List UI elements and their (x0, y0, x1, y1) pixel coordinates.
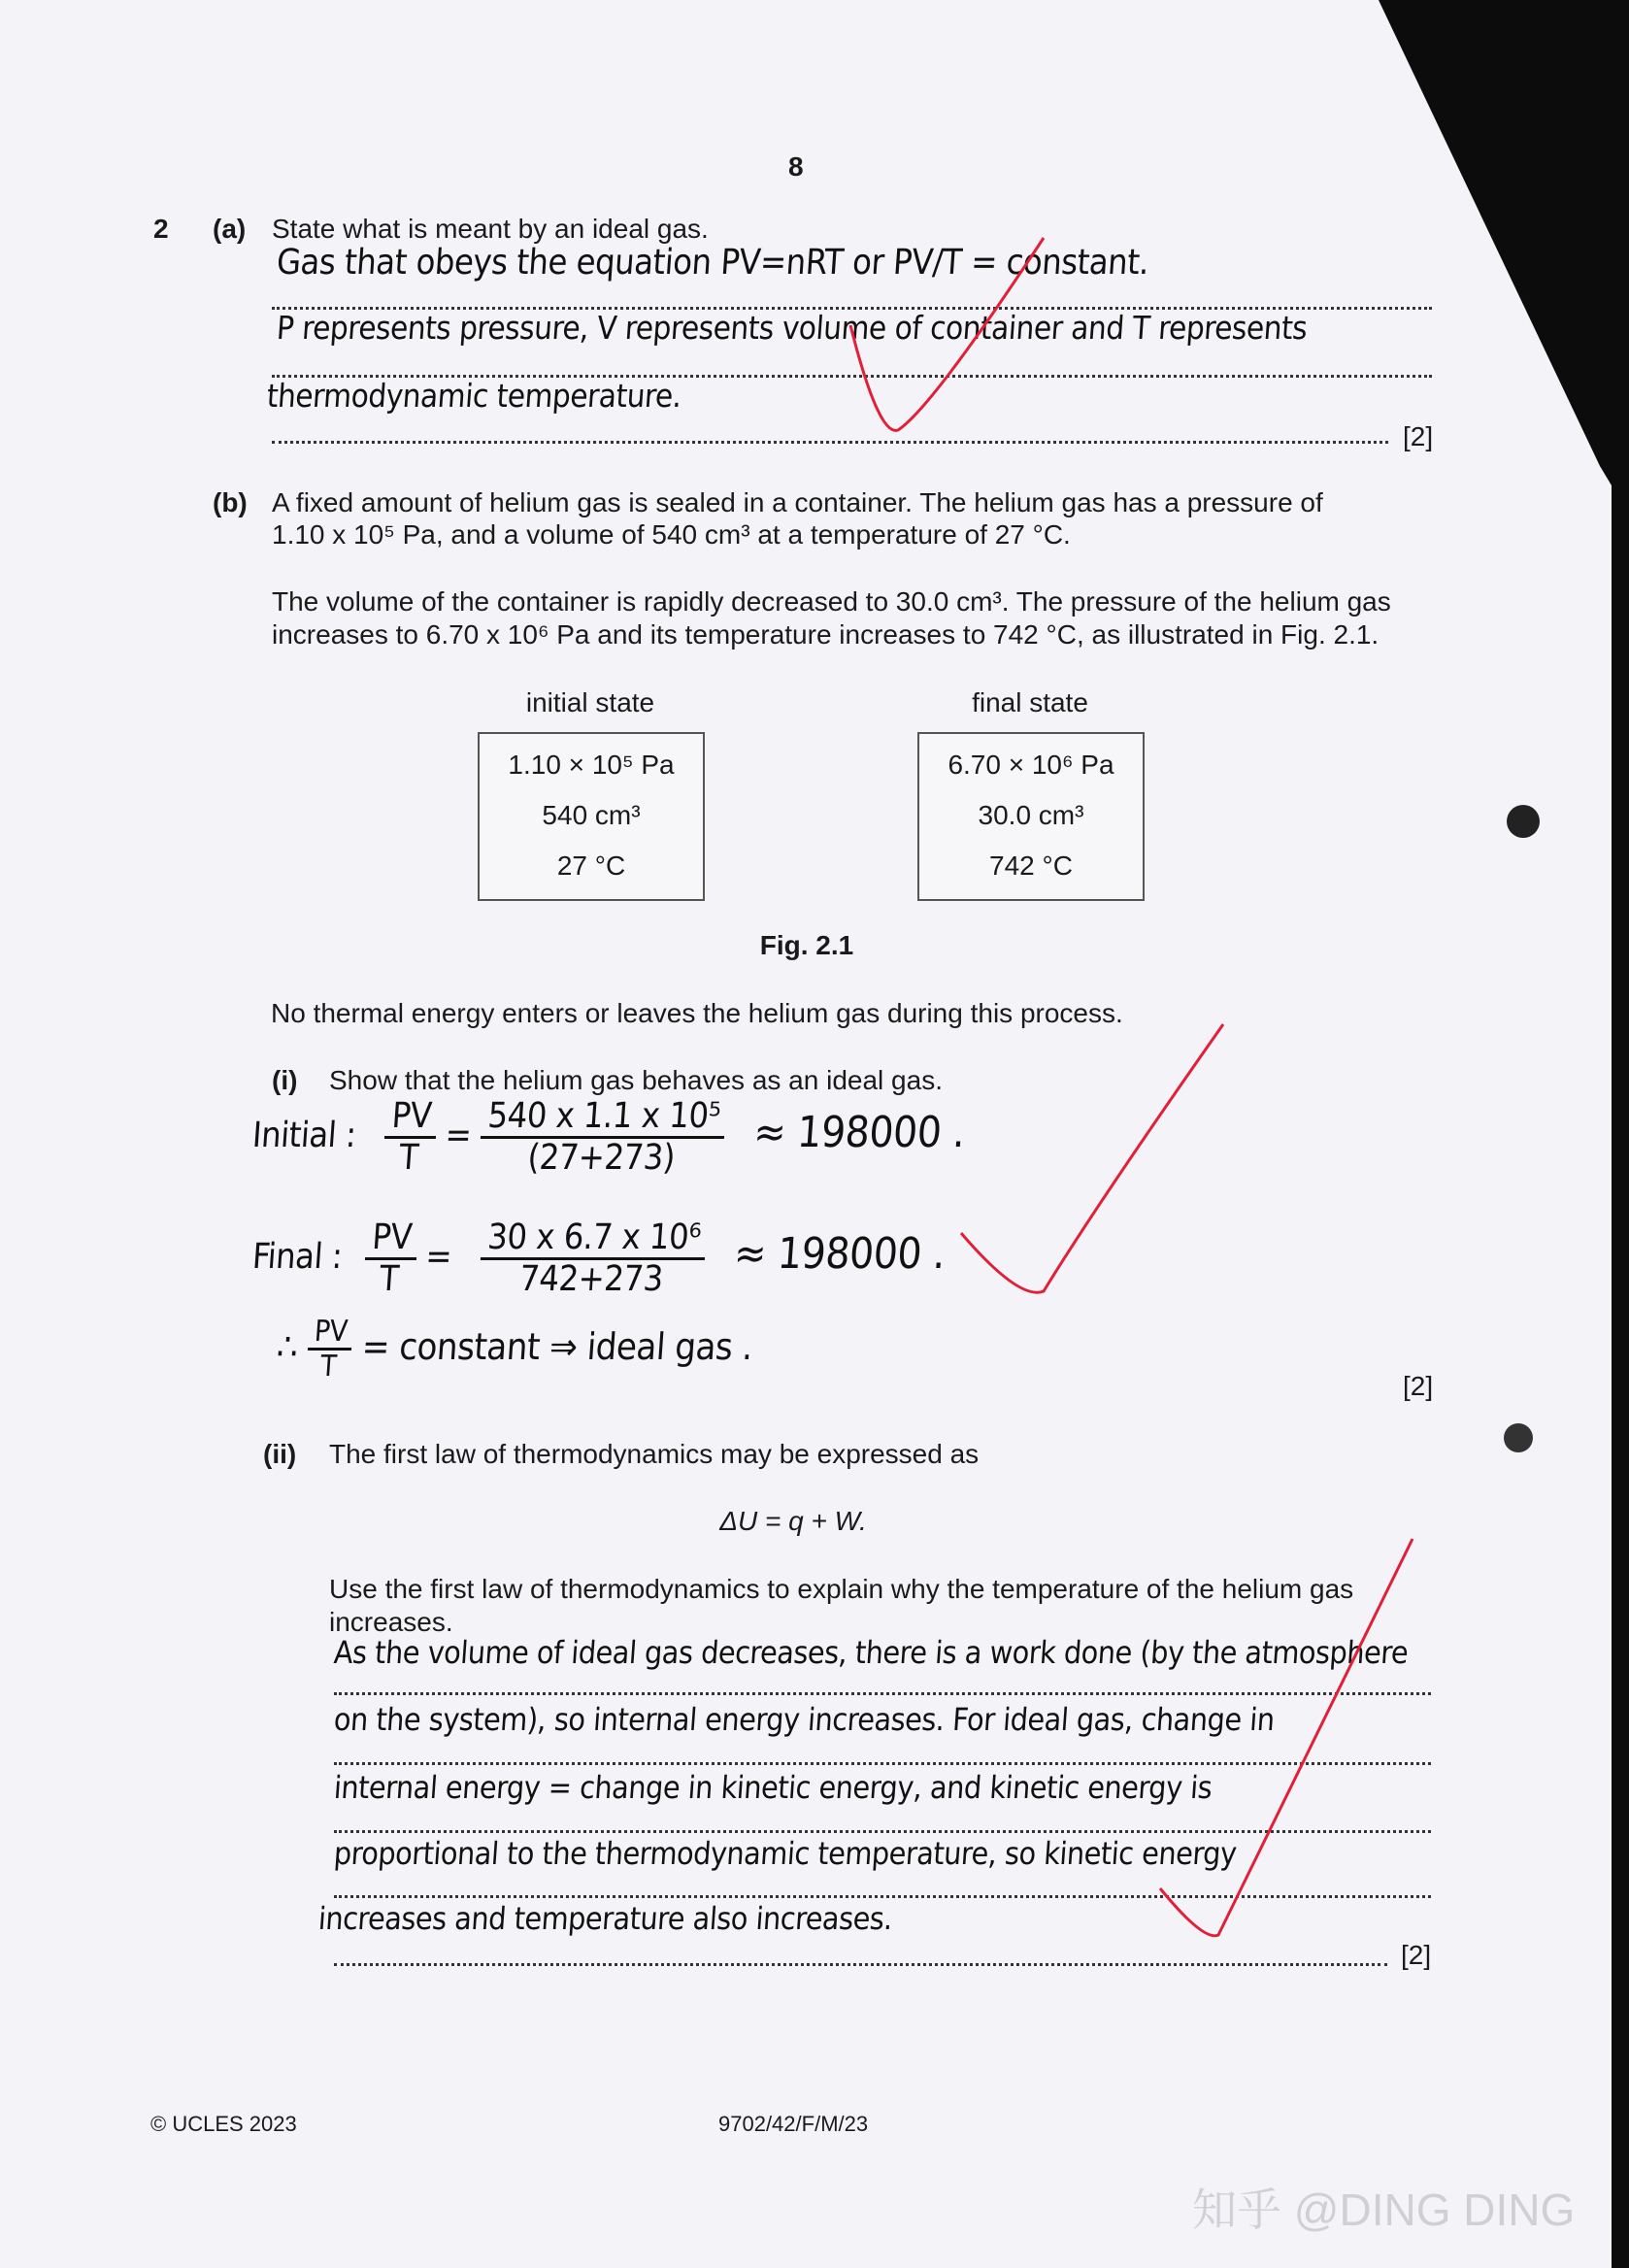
final-volume: 30.0 cm³ (978, 800, 1084, 830)
initial-label: Initial : (250, 1116, 357, 1156)
initial-volume: 540 cm³ (542, 800, 641, 830)
initial-result: ≈ 198000 . (751, 1108, 967, 1158)
pv-num: PV (308, 1316, 354, 1351)
figure-caption: Fig. 2.1 (759, 930, 854, 960)
sub-ii-label: (ii) (263, 1439, 297, 1469)
final-label: Final : (250, 1237, 344, 1278)
scan-dark-corner (1379, 0, 1629, 2268)
initial-state-title: initial state (525, 687, 655, 717)
footer-copyright: © UCLES 2023 (150, 2112, 297, 2136)
final-denominator: 742+273 (517, 1258, 665, 1299)
part-a-prompt: State what is meant by an ideal gas. (272, 214, 709, 244)
part-b-intro-2: 1.10 x 10⁵ Pa, and a volume of 540 cm³ at a temperature of 27 °C. (272, 519, 1071, 550)
pv-num: PV (384, 1097, 439, 1139)
punch-hole (1504, 1423, 1533, 1452)
marks-b-i: [2] (1403, 1371, 1434, 1401)
final-result: ≈ 198000 . (732, 1229, 947, 1280)
page-number: 8 (788, 151, 804, 182)
initial-calculation: Initial : $\frac{PV}{T}$ = $\frac{\text{540 x 1.1 x 10⁵}}{(27+273)}$ ≈ 198000 . (250, 1096, 967, 1178)
answer-b-ii-line-5: increases and temperature also increases. (316, 1900, 894, 1937)
sub-i-prompt: Show that the helium gas behaves as an ideal gas. (329, 1065, 943, 1095)
t-den: T (397, 1137, 420, 1178)
final-state-box (917, 732, 1145, 901)
final-calculation: Final : $\frac{PV}{T}$ = $\frac{\text{30 x 6.7 x 10⁶}}{742+273}$ ≈ 198000 . (250, 1217, 947, 1299)
question-number: 2 (153, 214, 169, 244)
initial-state-box (478, 732, 705, 901)
sub-ii-instruction-1: Use the first law of thermodynamics to explain why the temperature of the helium gas (329, 1574, 1354, 1604)
final-numerator: 30 x 6.7 x 10⁶ (481, 1218, 708, 1260)
first-law-equation: ΔU = q + W. (719, 1506, 867, 1536)
answer-a-line-1: Gas that obeys the equation PV=nRT or PV/T = constant. (275, 243, 1150, 283)
part-b-para-2: increases to 6.70 x 10⁶ Pa and its temperature increases to 742 °C, as illustrated in Fig. 2.1. (272, 619, 1380, 650)
final-temperature: 742 °C (989, 850, 1073, 881)
sub-ii-instruction-2: increases. (329, 1607, 453, 1637)
therefore-symbol: ∴ (275, 1325, 299, 1368)
answer-line (334, 1895, 1431, 1898)
initial-temperature: 27 °C (556, 850, 626, 881)
sub-ii-prompt: The first law of thermodynamics may be expressed as (329, 1439, 980, 1469)
part-b-intro-1: A fixed amount of helium gas is sealed in a container. The helium gas has a pressure of (272, 487, 1323, 517)
part-a-label: (a) (213, 214, 247, 244)
punch-hole (1507, 805, 1540, 838)
pv-num: PV (365, 1218, 419, 1260)
conclusion (275, 1316, 755, 1383)
initial-pressure: 1.10 × 10⁵ Pa (508, 750, 675, 780)
answer-line (334, 1762, 1431, 1765)
part-b-para-1: The volume of the container is rapidly decreased to 30.0 cm³. The pressure of the helium gas (272, 586, 1391, 617)
answer-b-ii-line-1: As the volume of ideal gas decreases, there is a work done (by the atmosphere (332, 1634, 1410, 1671)
t-den: T (319, 1350, 338, 1384)
t-den: T (378, 1258, 400, 1299)
footer-code: 9702/42/F/M/23 (718, 2112, 869, 2136)
watermark: 知乎 @DING DING (1192, 2185, 1576, 2235)
sub-i-label: (i) (272, 1065, 298, 1095)
marks-b-ii: [2] (1401, 1940, 1432, 1970)
answer-b-ii-line-4: proportional to the thermodynamic temperature, so kinetic energy (332, 1835, 1238, 1872)
final-pressure: 6.70 × 10⁶ Pa (947, 750, 1114, 780)
initial-denominator: (27+273) (526, 1137, 677, 1178)
initial-numerator: 540 x 1.1 x 10⁵ (481, 1097, 727, 1139)
answer-b-ii-line-3: internal energy = change in kinetic energy, and kinetic energy is (332, 1769, 1213, 1806)
answer-a-line-2: P represents pressure, V represents volume of container and T represents (275, 309, 1309, 347)
part-b-label: (b) (213, 487, 248, 517)
answer-line (334, 1692, 1431, 1695)
answer-a-line-3: thermodynamic temperature. (265, 377, 683, 415)
no-thermal-energy-statement: No thermal energy enters or leaves the helium gas during this process. (271, 998, 1123, 1028)
answer-line (334, 1830, 1431, 1833)
answer-line (334, 1963, 1387, 1966)
answer-line (272, 441, 1388, 444)
conclusion-text: = constant ⇒ ideal gas . (360, 1325, 754, 1368)
final-state-title: final state (972, 687, 1088, 717)
answer-b-ii-line-2: on the system), so internal energy increases. For ideal gas, change in (332, 1701, 1276, 1738)
marks-a: [2] (1403, 421, 1434, 451)
